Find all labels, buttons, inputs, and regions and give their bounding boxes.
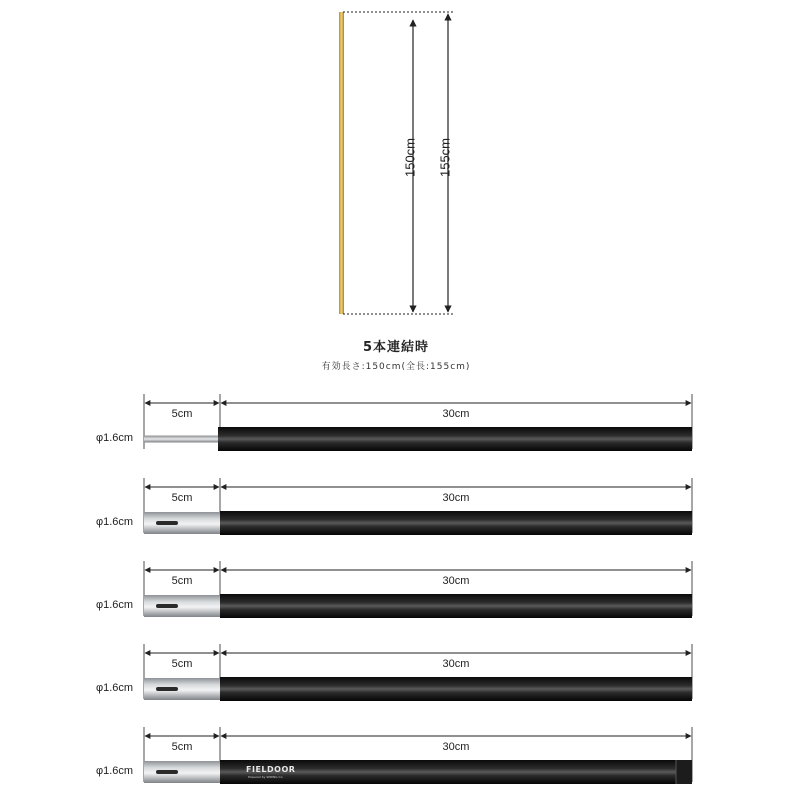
brand-subtitle: Powered by SPRING Co. bbox=[248, 775, 284, 779]
assembled-caption bbox=[0, 336, 792, 372]
carbon-tube bbox=[218, 427, 692, 451]
assembled-pole bbox=[339, 12, 344, 314]
end-cap bbox=[676, 760, 692, 784]
pole-segment-4 bbox=[144, 644, 692, 701]
sleeve-joint bbox=[144, 761, 220, 783]
sleeve-joint bbox=[144, 595, 220, 617]
pole-segment-2 bbox=[144, 478, 692, 535]
pole-segment-1 bbox=[144, 394, 692, 451]
lock-slot bbox=[156, 687, 178, 691]
lock-slot bbox=[156, 521, 178, 525]
brand-logo: FIELDOOR bbox=[246, 765, 296, 774]
joint-length-label: 5cm bbox=[171, 741, 193, 753]
diameter-label: φ1.6cm bbox=[96, 682, 134, 694]
sleeve-joint bbox=[144, 512, 220, 534]
segments-group bbox=[144, 394, 692, 784]
lock-slot bbox=[156, 604, 178, 608]
assembled-subtitle: 有効長さ:150cm(全長:155cm) bbox=[321, 362, 471, 372]
total-length-label: 155cm bbox=[437, 137, 453, 178]
sleeve-joint bbox=[144, 678, 220, 700]
pin-joint bbox=[144, 436, 218, 443]
diameter-label: φ1.6cm bbox=[96, 599, 134, 611]
lock-slot bbox=[156, 770, 178, 774]
joint-length-label: 5cm bbox=[171, 492, 193, 504]
tube-length-label: 30cm bbox=[442, 492, 470, 504]
carbon-tube bbox=[220, 511, 692, 535]
joint-length-label: 5cm bbox=[171, 658, 193, 670]
diameter-label: φ1.6cm bbox=[96, 765, 134, 777]
tube-length-label: 30cm bbox=[442, 741, 470, 753]
effective-length-label: 150cm bbox=[402, 137, 418, 178]
carbon-tube bbox=[220, 677, 692, 701]
tube-length-label: 30cm bbox=[442, 408, 470, 420]
diameter-label: φ1.6cm bbox=[96, 516, 134, 528]
assembled-title: 5本連結時 bbox=[362, 340, 430, 355]
joint-length-label: 5cm bbox=[171, 408, 193, 420]
joint-length-label: 5cm bbox=[171, 575, 193, 587]
pole-segment-3 bbox=[144, 561, 692, 618]
carbon-tube bbox=[220, 594, 692, 618]
diameter-label: φ1.6cm bbox=[96, 432, 134, 444]
tube-length-label: 30cm bbox=[442, 575, 470, 587]
pole-segment-5 bbox=[144, 727, 692, 784]
tube-length-label: 30cm bbox=[442, 658, 470, 670]
